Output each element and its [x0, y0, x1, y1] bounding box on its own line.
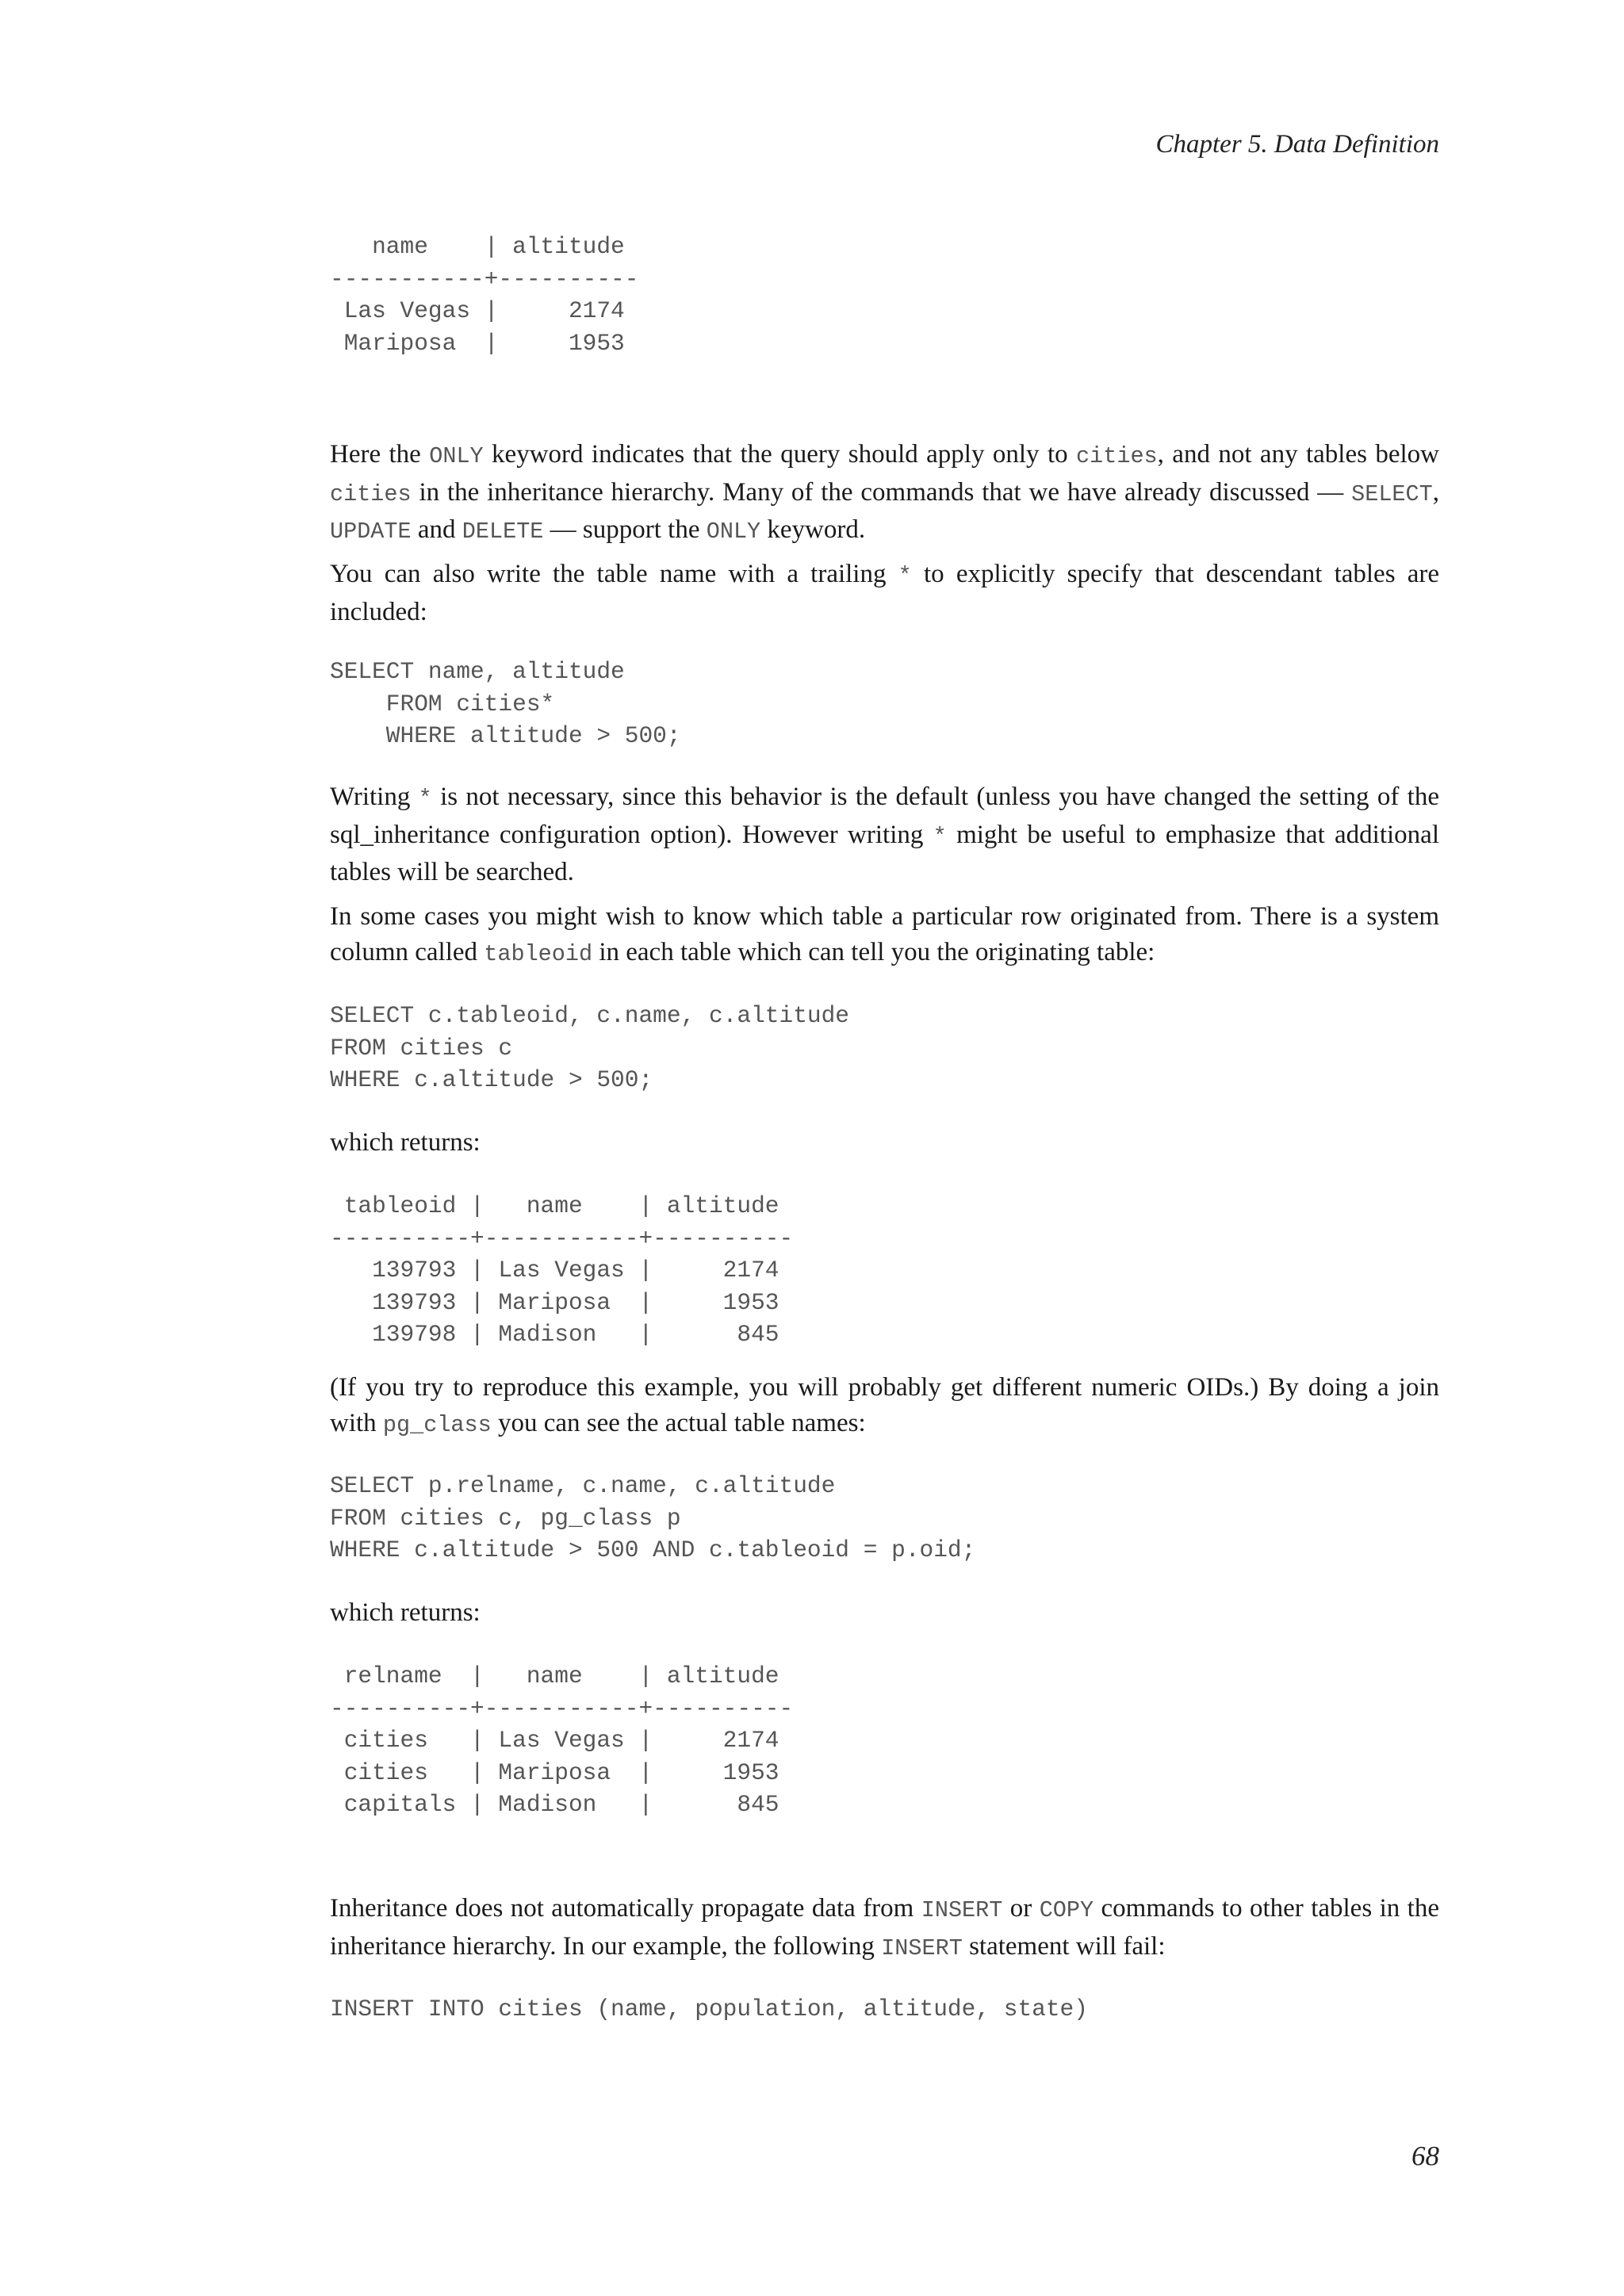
- inline-code: DELETE: [462, 519, 544, 545]
- text-run: commands to other tables in the inheritance hierarchy. In our example, the following: [330, 1894, 1439, 1961]
- text-run: and: [411, 515, 462, 544]
- inline-code: INSERT: [921, 1897, 1003, 1923]
- text-run: might be useful to emphasize that additional tables will be searched.: [330, 820, 1439, 886]
- code-select-relname: [330, 1470, 1439, 1567]
- code-block-3: SELECT p.relname, c.name, c.altitude FROM cities c, pg_class p WHERE c.altitude > 500 AND c.tableoid = p.oid;: [330, 1472, 976, 1563]
- text-run: in the inheritance hierarchy. Many of the commands that we have already discussed —: [411, 477, 1352, 507]
- inline-code: *: [898, 563, 912, 589]
- paragraph-tableoid: [330, 899, 1439, 972]
- code-insert-into: [330, 1993, 1439, 2026]
- paragraph-insert-copy: [330, 1891, 1439, 1966]
- code-block-1: SELECT name, altitude FROM cities* WHERE altitude > 500;: [330, 658, 681, 749]
- text-run: , and not any tables below: [1157, 440, 1439, 469]
- inline-code: *: [933, 823, 947, 850]
- inline-code: cities: [330, 480, 412, 507]
- query-result-altitude: [330, 231, 1439, 359]
- text-run: You can also write the table name with a trailing: [330, 560, 898, 588]
- paragraph-trailing-star: [330, 557, 1439, 629]
- text-run: (If you try to reproduce this example, you will probably get different numeric OIDs.) By doing a join with: [330, 1373, 1439, 1437]
- inline-code: *: [418, 786, 432, 812]
- paragraph-only-keyword: [330, 437, 1439, 550]
- text-run: to explicitly specify that descendant tables are included:: [330, 560, 1440, 626]
- paragraph-4: [330, 899, 1439, 972]
- text-run: you can see the actual table names:: [491, 1408, 866, 1437]
- text-run: Here the: [330, 440, 430, 469]
- paragraph-7: which returns:: [330, 1598, 481, 1627]
- text-run: statement will fail:: [962, 1931, 1166, 1961]
- paragraph-6: [330, 1370, 1439, 1443]
- paragraph-3: [330, 779, 1439, 890]
- code-select-star: [330, 656, 1439, 752]
- paragraph-which-returns-2: [330, 1595, 1439, 1631]
- inline-code: ONLY: [429, 443, 484, 469]
- inline-code: tableoid: [484, 940, 593, 967]
- inline-code: COPY: [1039, 1897, 1094, 1923]
- code-select-tableoid: [330, 1000, 1439, 1096]
- text-run: keyword indicates that the query should apply only to: [483, 440, 1077, 469]
- inline-code: INSERT: [881, 1934, 963, 1961]
- text-run: In some cases you might wish to know which table a particular row originated from. There is a system column called: [330, 902, 1439, 966]
- inline-code: pg_class: [382, 1411, 492, 1438]
- paragraph-2: [330, 557, 1439, 629]
- query-result-relname: [330, 1660, 1439, 1821]
- text-run: Writing: [330, 783, 419, 811]
- running-header: Chapter 5. Data Definition: [1155, 130, 1439, 159]
- text-run: keyword.: [760, 515, 866, 544]
- text-run: is not necessary, since this behavior is the default (unless you have changed the setting of the sql_inheritance configuration option). However writing: [330, 783, 1439, 849]
- paragraph-8: [330, 1891, 1439, 1966]
- result-table-3: relname | name | altitude ----------+-----------+---------- cities | Las Vegas | 2174 cities | Mariposa | 1953 capitals | Madison | 845: [330, 1663, 794, 1818]
- paragraph-writing-star: [330, 779, 1439, 890]
- paragraph-oids: [330, 1370, 1439, 1443]
- query-result-tableoid: [330, 1190, 1439, 1351]
- result-table-2: tableoid | name | altitude ----------+-----------+---------- 139793 | Las Vegas | 2174 139793 | Mariposa | 1953 139798 | Madison | 845: [330, 1192, 794, 1348]
- text-run: Inheritance does not automatically propagate data from: [330, 1894, 921, 1923]
- page-number: 68: [1411, 2141, 1439, 2172]
- code-block-4: INSERT INTO cities (name, population, altitude, state): [330, 1996, 1088, 2022]
- inline-code: cities: [1076, 443, 1158, 469]
- result-table-1: name | altitude -----------+---------- Las Vegas | 2174 Mariposa | 1953: [330, 233, 639, 357]
- paragraph-1: [330, 437, 1439, 550]
- inline-code: UPDATE: [330, 519, 412, 545]
- text-run: in each table which can tell you the originating table:: [592, 937, 1155, 966]
- paragraph-which-returns-1: [330, 1125, 1439, 1161]
- code-block-2: SELECT c.tableoid, c.name, c.altitude FROM cities c WHERE c.altitude > 500;: [330, 1002, 850, 1093]
- text-run: or: [1002, 1894, 1040, 1923]
- text-run: — support the: [543, 515, 707, 544]
- text-run: ,: [1432, 477, 1439, 507]
- paragraph-5: which returns:: [330, 1128, 481, 1157]
- inline-code: SELECT: [1351, 480, 1433, 507]
- inline-code: ONLY: [706, 519, 761, 545]
